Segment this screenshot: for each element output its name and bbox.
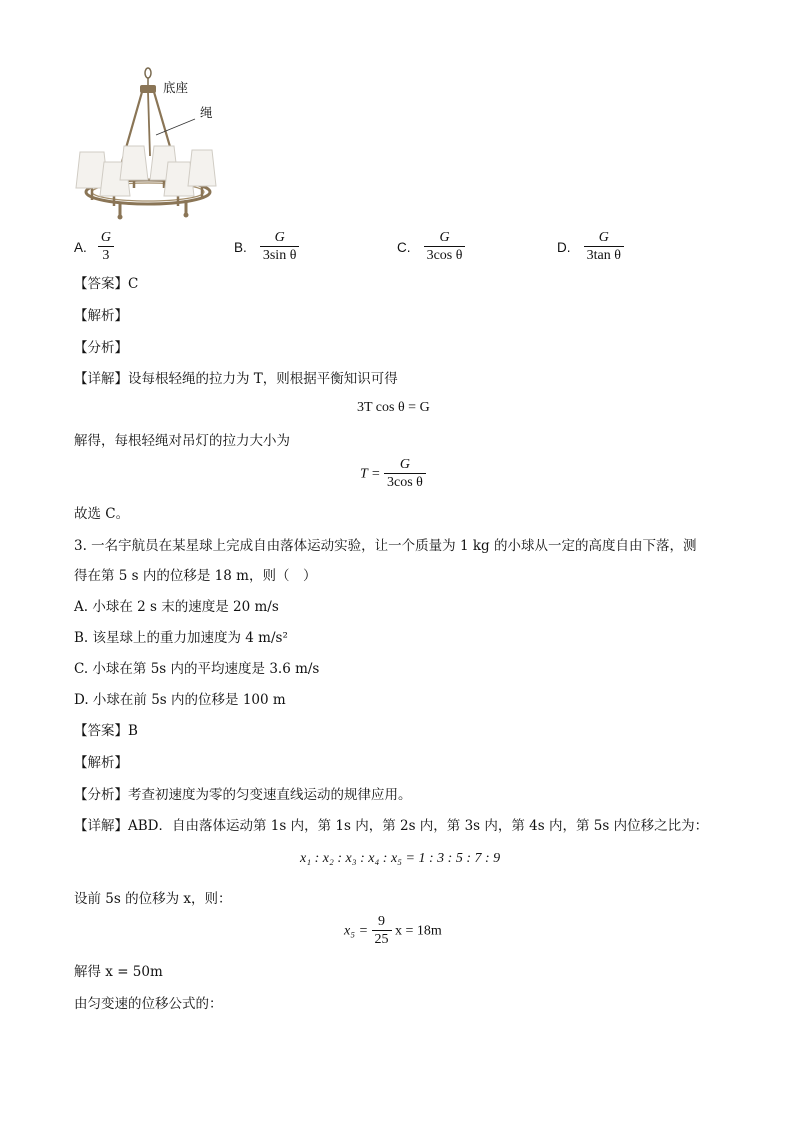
q3-analysis-heading: 【解析】 — [74, 755, 128, 771]
q3-detail: 【详解】ABD．自由落体运动第 1s 内，第 1s 内，第 2s 内，第 3s 内，第 4s 内，第 5s 内位移之比为： — [74, 818, 709, 834]
q2-eq2-lhs: T = — [360, 466, 381, 482]
q2-equation-2 — [360, 457, 426, 492]
rope-label: 绳 — [200, 105, 213, 120]
q3-setup-text: 设前 5s 的位移为 x，则： — [74, 891, 232, 907]
q3-stem-line2: 得在第 5 s 内的位移是 18 m，则（ ） — [74, 568, 317, 584]
option-denominator: 3cos θ — [426, 248, 463, 263]
q2-fenxi-heading: 【分析】 — [74, 340, 128, 356]
option-letter: A. — [74, 240, 87, 255]
q2-solve-text: 解得，每根轻绳对吊灯的拉力大小为 — [74, 433, 290, 449]
chandelier-figure — [70, 66, 220, 226]
option-numerator: G — [274, 230, 285, 245]
option-denominator: 3sin θ — [262, 248, 297, 263]
q2-answer: 【答案】C — [74, 276, 139, 292]
q3-stem-line1: 3. 一名宇航员在某星球上完成自由落体运动实验，让一个质量为 1 kg 的小球从一定的高度自由下落，测 — [74, 538, 697, 554]
q3-eq3-denominator: 25 — [374, 932, 389, 947]
option-a — [74, 230, 114, 265]
option-letter: C. — [397, 240, 411, 255]
option-letter: B. — [234, 240, 247, 255]
option-numerator: G — [100, 230, 111, 245]
q2-eq2-numerator: G — [399, 457, 410, 472]
q2-equation-1: 3T cos θ = G — [357, 400, 430, 415]
option-denominator: 3tan θ — [586, 248, 621, 263]
q3-answer: 【答案】B — [74, 723, 138, 739]
q3-fenxi: 【分析】考查初速度为零的匀变速直线运动的规律应用。 — [74, 787, 412, 803]
q3-ratio-equation: x₁ : x₂ : x₃ : x₄ : x₅ = 1 : 3 : 5 : 7 : 9 — [300, 851, 501, 866]
option-numerator: G — [439, 230, 450, 245]
option-denominator: 3 — [102, 248, 110, 263]
q3-solve-text: 解得 x = 50m — [74, 964, 163, 980]
base-label: 底座 — [163, 80, 189, 95]
option-b — [234, 230, 299, 265]
q3-option-c: C. 小球在第 5s 内的平均速度是 3.6 m/s — [74, 661, 320, 677]
q3-option-b: B. 该星球上的重力加速度为 4 m/s² — [74, 630, 288, 646]
q3-formula-text: 由匀变速的位移公式的： — [74, 996, 223, 1012]
q3-equation-3 — [344, 914, 442, 949]
option-d — [557, 230, 624, 265]
q3-option-d: D. 小球在前 5s 内的位移是 100 m — [74, 692, 286, 708]
option-c — [397, 230, 465, 265]
q3-eq3-rhs: x = 18m — [395, 923, 442, 939]
option-letter: D. — [557, 240, 571, 255]
q2-conclusion: 故选 C。 — [74, 506, 130, 522]
q3-eq3-numerator: 9 — [378, 914, 386, 929]
q2-analysis-heading: 【解析】 — [74, 308, 128, 324]
q2-detail: 【详解】设每根轻绳的拉力为 T，则根据平衡知识可得 — [74, 371, 398, 387]
option-numerator: G — [598, 230, 609, 245]
q3-eq3-lhs: x₅ = — [344, 923, 369, 939]
q2-eq2-denominator: 3cos θ — [386, 475, 423, 490]
q3-option-a: A. 小球在 2 s 末的速度是 20 m/s — [74, 599, 279, 615]
